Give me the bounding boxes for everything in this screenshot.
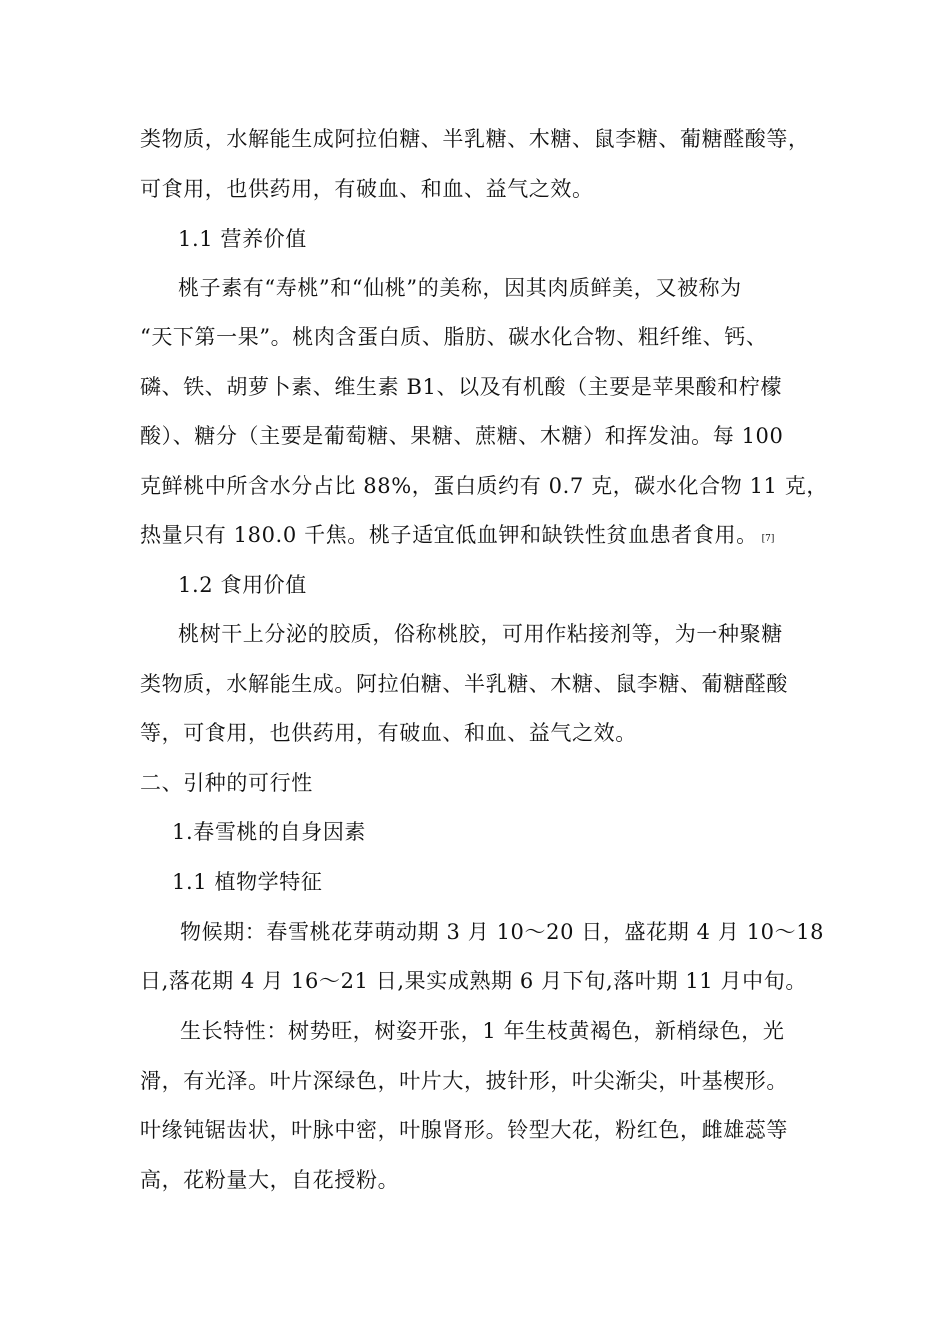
paragraph-line: 类物质，水解能生成。阿拉伯糖、半乳糖、木糖、鼠李糖、葡糖醛酸: [140, 672, 788, 696]
paragraph-line: 酸）、糖分（主要是葡萄糖、果糖、蔗糖、木糖）和挥发油。每 100: [140, 424, 784, 448]
paragraph-line: 生长特性：树势旺，树姿开张，1 年生枝黄褐色，新梢绿色，光: [180, 1019, 785, 1043]
paragraph-line: 日,落花期 4 月 16～21 日,果实成熟期 6 月下旬,落叶期 11 月中旬。: [140, 969, 807, 993]
paragraph-line: 叶缘钝锯齿状，叶脉中密，叶腺肾形。铃型大花，粉红色，雌雄蕊等: [140, 1118, 788, 1142]
subsection-heading-1: 1.春雪桃的自身因素: [172, 820, 367, 844]
section-heading-2: 二、引种的可行性: [140, 771, 313, 795]
citation-reference: [7]: [761, 534, 775, 544]
paragraph-line: 桃树干上分泌的胶质，俗称桃胶，可用作粘接剂等，为一种聚糖: [178, 622, 783, 646]
paragraph-line: 可食用，也供药用，有破血、和血、益气之效。: [140, 177, 594, 201]
paragraph-line: 物候期：春雪桃花芽萌动期 3 月 10～20 日，盛花期 4 月 10～18: [180, 920, 825, 944]
paragraph-line: 滑，有光泽。叶片深绿色，叶片大，披针形，叶尖渐尖，叶基楔形。: [140, 1069, 788, 1093]
paragraph-line: 磷、铁、胡萝卜素、维生素 B1、以及有机酸（主要是苹果酸和柠檬: [140, 375, 783, 399]
paragraph-line: 高，花粉量大，自花授粉。: [140, 1168, 400, 1192]
subsection-heading-1-1: 1.1 植物学特征: [172, 870, 323, 894]
paragraph-line: “天下第一果”。桃肉含蛋白质、脂肪、碳水化合物、粗纤维、钙、: [140, 325, 768, 349]
section-heading-1-1: 1.1 营养价值: [178, 227, 307, 251]
paragraph-line: 类物质，水解能生成阿拉伯糖、半乳糖、木糖、鼠李糖、葡糖醛酸等，: [140, 127, 810, 151]
paragraph-line-with-citation: [140, 520, 810, 554]
paragraph-text: 热量只有 180.0 千焦。桃子适宜低血钾和缺铁性贫血患者食用。: [140, 523, 758, 547]
paragraph-line: 桃子素有“寿桃”和“仙桃”的美称，因其肉质鲜美，又被称为: [178, 276, 742, 300]
paragraph-line: 等，可食用，也供药用，有破血、和血、益气之效。: [140, 721, 637, 745]
paragraph-line: 克鲜桃中所含水分占比 88%，蛋白质约有 0.7 克，碳水化合物 11 克，: [140, 474, 828, 498]
section-heading-1-2: 1.2 食用价值: [178, 573, 307, 597]
